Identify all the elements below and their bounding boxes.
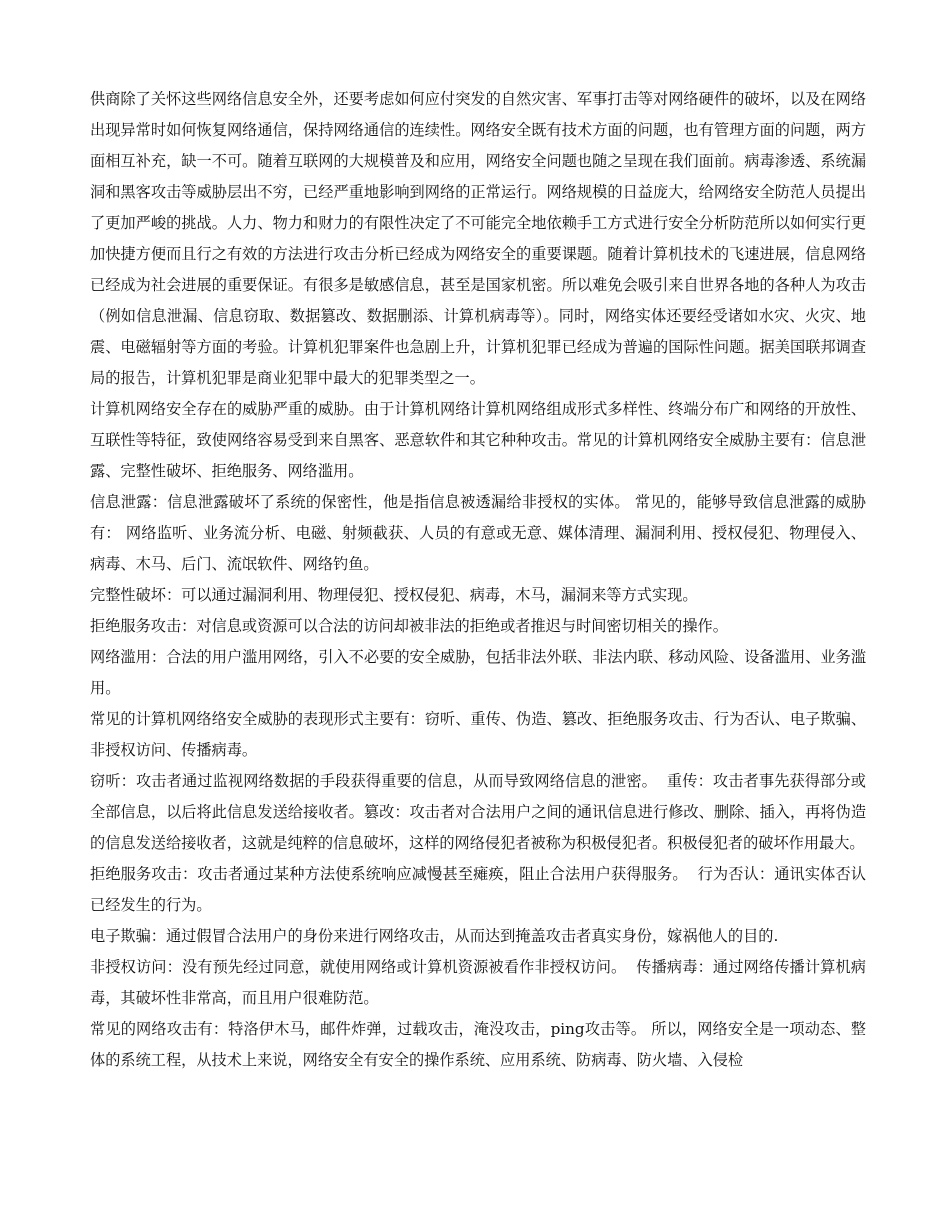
paragraph-information-leak: 信息泄露：信息泄露破坏了系统的保密性，他是指信息被透漏给非授权的实体。 常见的，能够导致信息泄露的威胁有： 网络监听、业务流分析、电磁、射频截获、人员的有意或无意、媒体清理、漏洞利用、授权侵犯、物理侵入、病毒、木马、后门、流氓软件、网络钓鱼。 (90, 493, 866, 573)
paragraph-spoofing: 电子欺骗：通过假冒合法用户的身份来进行网络攻击，从而达到掩盖攻击者真实身份，嫁祸他人的目的. (90, 927, 779, 945)
paragraph-network-security-intro: 供商除了关怀这些网络信息安全外，还要考虑如何应付突发的自然灾害、军事打击等对网络硬件的破坏，以及在网络出现异常时如何恢复网络通信，保持网络通信的连续性。网络安全既有技术方面的问题，也有管理方面的问题，两方面相互补充，缺一不可。随着互联网的大规模普及和应用，网络安全问题也随之呈现在我们面前。病毒渗透、系统漏洞和黑客攻击等威胁层出不穷，已经严重地影响到网络的正常运行。网络规模的日益庞大，给网络安全防范人员提出了更加严峻的挑战。人力、物力和财力的有限性决定了不可能完全地依赖手工方式进行安全分析防范所以如何实行更加快捷方便而且行之有效的方法进行攻击分析已经成为网络安全的重要课题。随着计算机技术的飞速进展，信息网络已经成为社会进展的重要保证。有很多是敏感信息，甚至是国家机密。所以难免会吸引来自世界各地的各种人为攻击（例如信息泄漏、信息窃取、数据篡改、数据删添、计算机病毒等）。同时，网络实体还要经受诸如水灾、火灾、地震、电磁辐射等方面的考验。计算机犯罪案件也急剧上升，计算机犯罪已经成为普遍的国际性问题。据美国联邦调查局的报告，计算机犯罪是商业犯罪中最大的犯罪类型之一。 (90, 90, 866, 387)
paragraph-common-attacks: 常见的网络攻击有：特洛伊木马，邮件炸弹，过载攻击，淹没攻击，ping攻击等。 所以，网络安全是一项动态、整体的系统工程，从技术上来说，网络安全有安全的操作系统、应用系统、防病毒、防火墙、入侵检 (90, 1020, 866, 1069)
paragraph-unauthorized-access-virus: 非授权访问：没有预先经过同意，就使用网络或计算机资源被看作非授权访问。 传播病毒：通过网络传播计算机病毒，其破坏性非常高，而且用户很难防范。 (90, 958, 866, 1007)
paragraph-threat-forms: 常见的计算机网络络安全威胁的表现形式主要有：窃听、重传、伪造、篡改、拒绝服务攻击、行为否认、电子欺骗、非授权访问、传播病毒。 (90, 710, 866, 759)
paragraph-integrity-damage: 完整性破坏：可以通过漏洞利用、物理侵犯、授权侵犯、病毒，木马，漏洞来等方式实现。 (90, 586, 698, 604)
paragraph-dos-repudiation: 拒绝服务攻击：攻击者通过某种方法使系统响应减慢甚至瘫痪，阻止合法用户获得服务。 行为否认：通讯实体否认已经发生的行为。 (90, 865, 866, 914)
paragraph-eavesdrop-replay-tamper: 窃听：攻击者通过监视网络数据的手段获得重要的信息，从而导致网络信息的泄密。 重传：攻击者事先获得部分或全部信息，以后将此信息发送给接收者。篡改：攻击者对合法用户之间的通讯信息进行修改、删除、插入，再将伪造的信息发送给接收者，这就是纯粹的信息破坏，这样的网络侵犯者被称为积极侵犯者。积极侵犯者的破坏作用最大。 (90, 772, 866, 852)
paragraph-network-abuse: 网络滥用：合法的用户滥用网络，引入不必要的安全威胁，包括非法外联、非法内联、移动风险、设备滥用、业务滥用。 (90, 648, 866, 697)
paragraph-denial-of-service: 拒绝服务攻击：对信息或资源可以合法的访问却被非法的拒绝或者推迟与时间密切相关的操作。 (90, 617, 728, 635)
paragraph-threats-overview: 计算机网络安全存在的威胁严重的威胁。由于计算机网络计算机网络组成形式多样性、终端分布广和网络的开放性、互联性等特征，致使网络容易受到来自黑客、恶意软件和其它种种攻击。常见的计算机网络安全威胁主要有：信息泄露、完整性破坏、拒绝服务、网络滥用。 (90, 400, 866, 480)
